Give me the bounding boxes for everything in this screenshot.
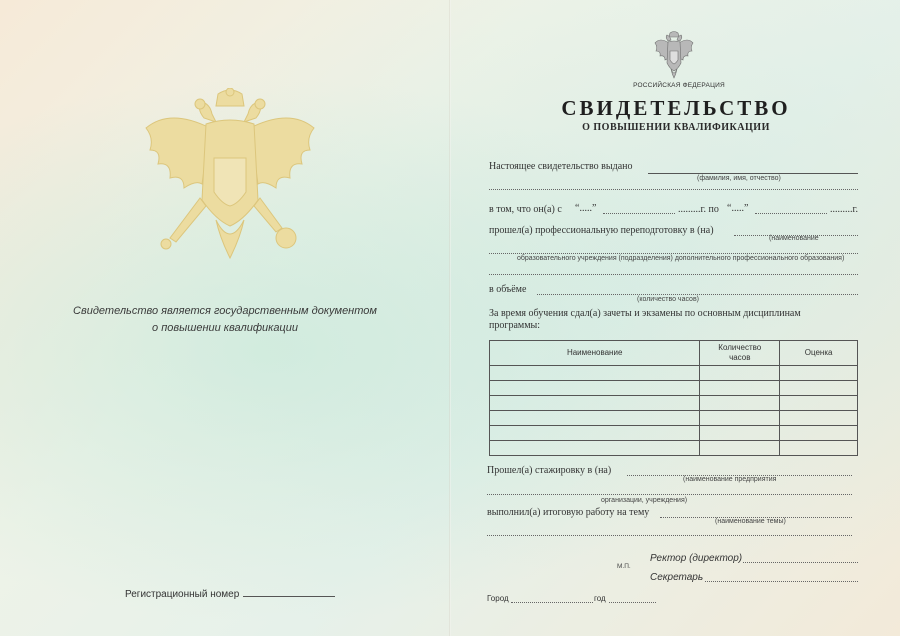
table-cell[interactable] bbox=[700, 426, 780, 441]
table-cell[interactable] bbox=[700, 441, 780, 456]
rector-label: Ректор (директор) bbox=[650, 553, 743, 564]
table-row bbox=[490, 381, 858, 396]
table-cell[interactable] bbox=[700, 396, 780, 411]
volume-hint: (количество часов) bbox=[637, 296, 699, 303]
final-work-hint: (наименование темы) bbox=[715, 518, 786, 525]
table-cell[interactable] bbox=[780, 381, 858, 396]
final-work-field-line2[interactable] bbox=[487, 535, 852, 536]
internship-hint: (наименование предприятия bbox=[683, 476, 777, 483]
period-to-day[interactable]: “.....” bbox=[727, 203, 749, 214]
exams-table bbox=[489, 340, 858, 456]
retraining-field-line2[interactable] bbox=[489, 253, 858, 254]
statement-line: о повышении квалификации bbox=[152, 322, 298, 334]
state-document-statement bbox=[60, 303, 390, 337]
certificate-title: СВИДЕТЕЛЬСТВО bbox=[561, 96, 791, 120]
federation-label: РОССИЙСКАЯ ФЕДЕРАЦИЯ bbox=[633, 82, 725, 89]
final-work-label: выполнил(а) итоговую работу на тему bbox=[487, 507, 650, 518]
exams-intro: За время обучения сдал(а) зачеты и экзамены по основным дисциплинам bbox=[489, 308, 801, 319]
issued-to-field[interactable] bbox=[648, 173, 858, 174]
table-cell[interactable] bbox=[780, 411, 858, 426]
column-header-name: Наименование bbox=[490, 341, 700, 366]
table-cell[interactable] bbox=[490, 411, 700, 426]
internship-field-line2[interactable] bbox=[487, 494, 852, 495]
registration-label: Регистрационный номер bbox=[125, 589, 240, 600]
year-field[interactable] bbox=[609, 602, 656, 603]
volume-field[interactable] bbox=[537, 294, 858, 295]
period-to-year[interactable]: .........г. bbox=[830, 204, 858, 215]
retraining-hint: образовательного учреждения (подразделения) дополнительного профессионального образования) bbox=[517, 255, 845, 262]
period-to-month[interactable] bbox=[755, 213, 827, 214]
table-row bbox=[490, 441, 858, 456]
issued-to-hint: (фамилия, имя, отчество) bbox=[697, 175, 781, 182]
exams-intro: программы: bbox=[489, 320, 541, 331]
internship-hint: организации, учреждения) bbox=[601, 497, 688, 504]
table-cell[interactable] bbox=[780, 396, 858, 411]
column-header-hours-line: часов bbox=[729, 353, 751, 362]
volume-label: в объёме bbox=[489, 284, 527, 295]
city-year-line bbox=[487, 594, 509, 603]
table-row bbox=[490, 411, 858, 426]
table-cell[interactable] bbox=[700, 366, 780, 381]
table-cell[interactable] bbox=[490, 396, 700, 411]
table-cell[interactable] bbox=[490, 381, 700, 396]
coat-of-arms-watermark-icon bbox=[140, 88, 320, 274]
coat-of-arms-icon bbox=[654, 31, 694, 79]
table-cell[interactable] bbox=[700, 381, 780, 396]
certificate-subtitle: О ПОВЫШЕНИИ КВАЛИФИКАЦИИ bbox=[582, 122, 770, 133]
table-row bbox=[490, 426, 858, 441]
period-from-day[interactable]: “.....” bbox=[575, 203, 597, 214]
retraining-label: прошел(а) профессиональную переподготовку в (на) bbox=[489, 225, 714, 236]
period-label: в том, что он(а) с bbox=[489, 204, 562, 215]
table-cell[interactable] bbox=[780, 441, 858, 456]
right-page bbox=[451, 0, 900, 636]
year-label: год bbox=[594, 594, 606, 603]
left-page bbox=[0, 0, 449, 636]
table-cell[interactable] bbox=[490, 426, 700, 441]
internship-label: Прошел(а) стажировку в (на) bbox=[487, 465, 612, 476]
city-field[interactable] bbox=[511, 602, 593, 603]
registration-number bbox=[125, 588, 335, 600]
period-from-year[interactable]: .........г. по bbox=[678, 204, 719, 215]
statement-line: Свидетельство является государственным документом bbox=[73, 305, 377, 317]
city-label: Город bbox=[487, 594, 509, 603]
table-cell[interactable] bbox=[490, 366, 700, 381]
secretary-label: Секретарь bbox=[650, 572, 704, 583]
table-cell[interactable] bbox=[780, 426, 858, 441]
issued-to-label: Настоящее свидетельство выдано bbox=[489, 161, 633, 172]
secretary-signature-field[interactable] bbox=[705, 581, 858, 582]
table-row bbox=[490, 366, 858, 381]
stamp-label: М.П. bbox=[617, 563, 631, 570]
column-header-hours-line: Количество bbox=[718, 343, 762, 352]
issued-to-field-line2[interactable] bbox=[489, 189, 858, 190]
retraining-field-line3[interactable] bbox=[489, 274, 858, 275]
rector-signature-field[interactable] bbox=[743, 562, 858, 563]
table-cell[interactable] bbox=[490, 441, 700, 456]
column-header-hours bbox=[700, 341, 780, 366]
table-cell[interactable] bbox=[700, 411, 780, 426]
column-header-grade: Оценка bbox=[780, 341, 858, 366]
retraining-hint: (наименование bbox=[769, 235, 819, 242]
period-from-month[interactable] bbox=[603, 213, 675, 214]
table-cell[interactable] bbox=[780, 366, 858, 381]
registration-number-field[interactable] bbox=[243, 588, 335, 597]
table-row bbox=[490, 396, 858, 411]
table-header bbox=[490, 341, 858, 366]
